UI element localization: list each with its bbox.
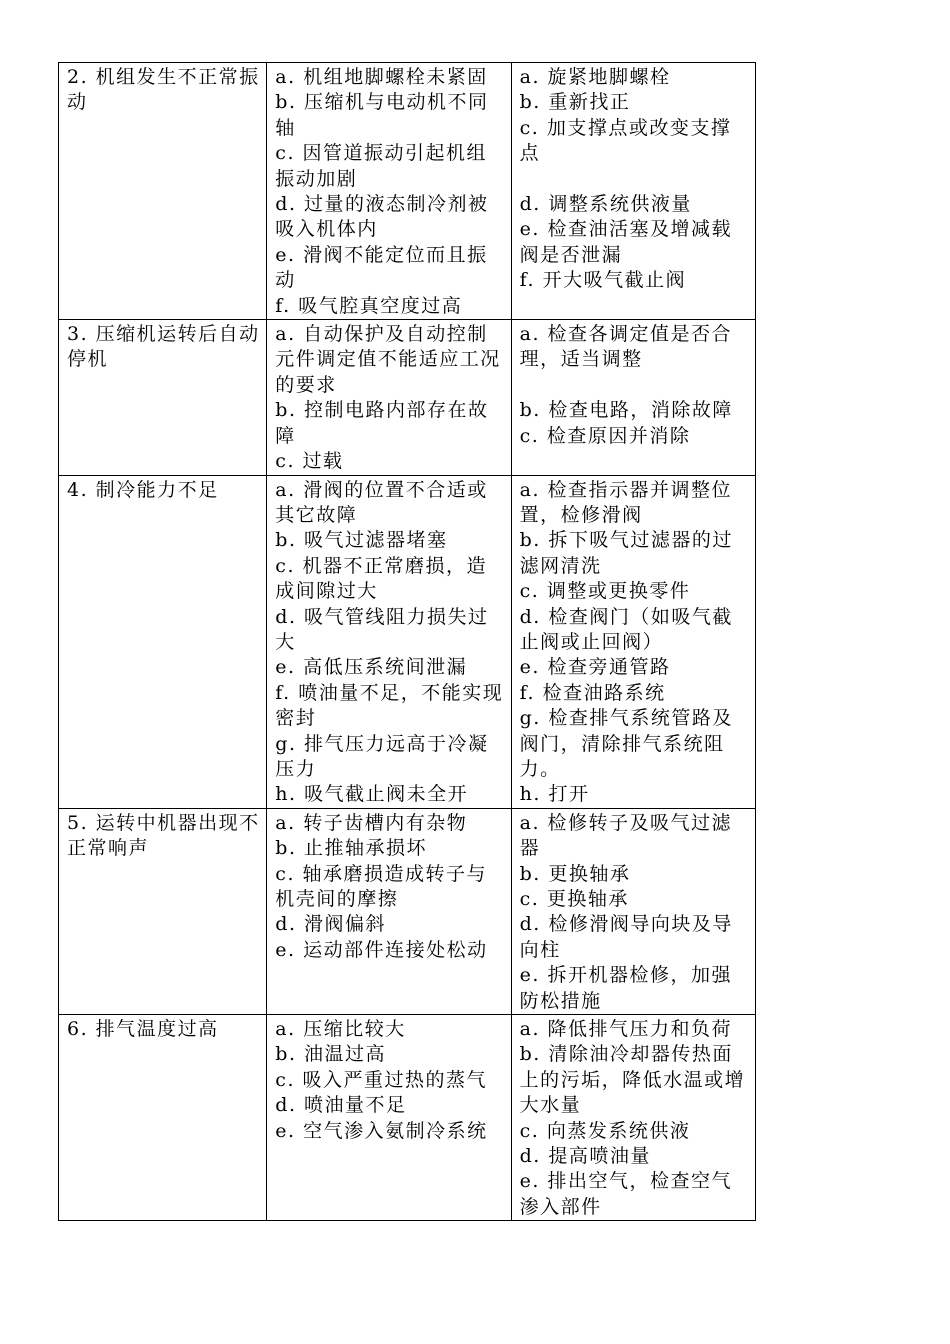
cause-cell (267, 808, 511, 1014)
cause-cell (267, 320, 511, 475)
cause-item: c. 因管道振动引起机组振动加剧 (275, 142, 488, 190)
fix-cell (511, 1015, 755, 1221)
fix-item: b. 更换轴承 (519, 862, 631, 885)
fix-item: g. 检查排气系统管路及阀门，清除排气系统阻力。 (519, 707, 733, 780)
fix-item: c. 加支撑点或改变支撑点 (519, 116, 732, 165)
fix-item: f. 检查油路系统 (519, 681, 666, 704)
fix-item: d. 检修滑阀导向块及导向柱 (519, 913, 733, 961)
cause-item: d. 喷油量不足 (275, 1094, 407, 1117)
cause-item: b. 吸气过滤器堵塞 (275, 529, 448, 552)
fault-text: 4. 制冷能力不足 (67, 478, 219, 501)
cause-item: d. 吸气管线阻力损失过大 (275, 605, 489, 653)
cause-item: h. 吸气截止阀未全开 (275, 783, 469, 806)
cause-item: f. 吸气腔真空度过高 (275, 294, 463, 317)
fix-item: a. 检查指示器并调整位置，检修滑阀 (519, 478, 733, 526)
fix-item: d. 调整系统供液量 (519, 193, 692, 216)
cause-item: b. 控制电路内部存在故障 (275, 399, 489, 447)
fix-item: c. 检查原因并消除 (519, 424, 691, 447)
fix-item: a. 检修转子及吸气过滤器 (519, 811, 733, 860)
fix-item: d. 检查阀门（如吸气截止阀或止回阀） (519, 605, 733, 653)
fix-item: f. 开大吸气截止阀 (519, 269, 687, 292)
cause-item: c. 过载 (275, 450, 344, 473)
cause-item: d. 过量的液态制冷剂被吸入机体内 (275, 193, 489, 241)
cause-item: b. 压缩机与电动机不同轴 (275, 91, 489, 139)
cause-item: b. 油温过高 (275, 1043, 387, 1066)
cause-cell (267, 1015, 511, 1221)
fix-item: a. 降低排气压力和负荷 (519, 1018, 733, 1041)
cause-item: a. 机组地脚螺栓未紧固 (275, 66, 488, 88)
cause-item: c. 吸入严重过热的蒸气 (275, 1068, 488, 1091)
fix-item: a. 检查各调定值是否合理，适当调整 (519, 323, 733, 371)
cause-item: e. 空气渗入氨制冷系统 (275, 1119, 488, 1142)
fix-item: b. 检查电路，消除故障 (519, 399, 733, 422)
cause-item: b. 止推轴承损坏 (275, 837, 428, 860)
fix-cell (511, 475, 755, 808)
table-row (59, 1015, 756, 1221)
cause-cell (267, 63, 511, 320)
fix-item (520, 167, 751, 192)
fault-table (58, 62, 756, 1221)
fix-item: c. 调整或更换零件 (519, 580, 691, 603)
fault-cell (59, 808, 267, 1014)
fix-item: e. 排出空气，检查空气渗入部件 (519, 1170, 732, 1218)
fix-item: a. 旋紧地脚螺栓 (519, 66, 671, 88)
cause-item: c. 轴承磨损造成转子与机壳间的摩擦 (275, 862, 488, 910)
fix-item: e. 拆开机器检修，加强防松措施 (519, 964, 732, 1012)
fault-cell (59, 320, 267, 475)
table-row (59, 475, 756, 808)
cause-item: e. 运动部件连接处松动 (275, 938, 488, 961)
cause-item: d. 滑阀偏斜 (275, 913, 387, 936)
fix-item (520, 373, 751, 398)
cause-item: a. 自动保护及自动控制元件调定值不能适应工况的要求 (275, 323, 501, 396)
fix-cell (511, 320, 755, 475)
fix-item: c. 更换轴承 (519, 888, 629, 910)
fix-item: e. 检查旁通管路 (519, 656, 671, 679)
fix-cell (511, 63, 755, 320)
fix-item: e. 检查油活塞及增减载阀是否泄漏 (519, 218, 732, 266)
fault-cell (59, 1015, 267, 1221)
cause-item: f. 喷油量不足，不能实现密封 (275, 681, 504, 730)
fault-text: 2. 机组发生不正常振动 (67, 66, 260, 114)
cause-item: a. 滑阀的位置不合适或其它故障 (275, 478, 488, 526)
cause-item: e. 高低压系统间泄漏 (275, 656, 468, 679)
fix-cell (511, 808, 755, 1014)
fix-item: b. 拆下吸气过滤器的过滤网清洗 (519, 529, 733, 577)
fault-table-body (59, 63, 756, 1221)
table-row (59, 320, 756, 475)
fix-item: b. 清除油冷却器传热面上的污垢，降低水温或增大水量 (519, 1043, 746, 1117)
cause-item: e. 滑阀不能定位而且振动 (275, 243, 488, 292)
cause-item: g. 排气压力远高于冷凝压力 (275, 732, 489, 780)
cause-cell (267, 475, 511, 808)
fix-item: h. 打开 (519, 783, 590, 806)
cause-item: a. 压缩比较大 (275, 1018, 406, 1041)
fault-text: 3. 压缩机运转后自动停机 (67, 323, 260, 371)
fix-item: c. 向蒸发系统供液 (519, 1119, 691, 1142)
fault-text: 5. 运转中机器出现不正常响声 (67, 811, 260, 860)
table-row (59, 63, 756, 320)
cause-item: c. 机器不正常磨损，造成间隙过大 (275, 554, 488, 603)
fix-item: b. 重新找正 (519, 91, 631, 114)
fault-cell (59, 475, 267, 808)
table-row (59, 808, 756, 1014)
fault-cell (59, 63, 267, 320)
fix-item: d. 提高喷油量 (519, 1145, 651, 1168)
fault-text: 6. 排气温度过高 (67, 1018, 219, 1041)
cause-item: a. 转子齿槽内有杂物 (275, 811, 468, 834)
